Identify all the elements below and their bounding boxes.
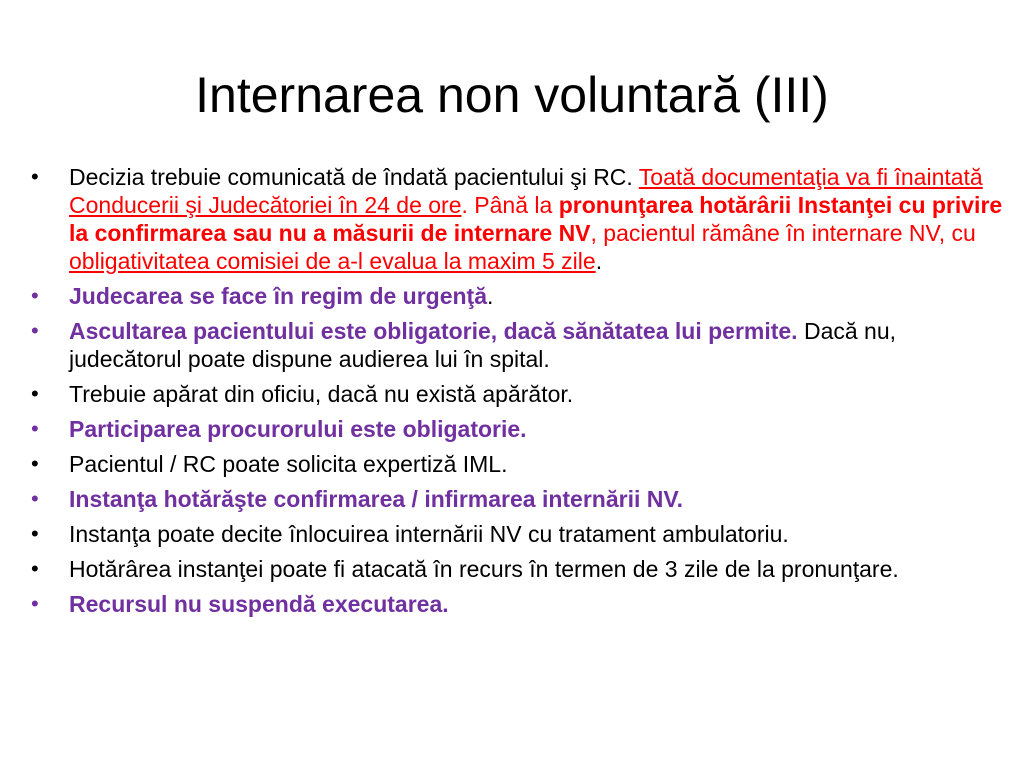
bullet-icon: • bbox=[31, 591, 39, 616]
bullet-text: . bbox=[487, 283, 494, 309]
bullet-icon: • bbox=[31, 164, 39, 189]
bullet-text: Dacă nu, judecătorul poate dispune audierea lui în spital. bbox=[69, 318, 897, 372]
bullet-icon: • bbox=[31, 416, 39, 441]
bold-purple-text: Recursul nu suspendă executarea. bbox=[69, 591, 449, 617]
bold-red-text: pronunţarea hotărârii Instanţei cu privire la confirmarea sau nu a măsurii de internare NV bbox=[69, 192, 1003, 246]
bullet-text: . Până la bbox=[461, 192, 559, 218]
bullet-text: Decizia trebuie comunicată de îndată pacientului şi RC. bbox=[69, 164, 639, 190]
bullet-item-no-suspension bbox=[30, 590, 1010, 618]
bold-purple-text: Judecarea se face în regim de urgenţă bbox=[69, 283, 488, 309]
bold-purple-text: Participarea procurorului este obligatorie. bbox=[69, 416, 527, 442]
bullet-item-prosecutor bbox=[30, 415, 1010, 443]
documentation-link-text: Toată documentaţia va fi înaintată Conducerii şi Judecătoriei în 24 de ore bbox=[69, 164, 983, 218]
bullet-text: Pacientul / RC poate solicita expertiză IML. bbox=[69, 451, 508, 477]
bullet-icon: • bbox=[31, 283, 39, 308]
bullet-text: . bbox=[595, 248, 603, 274]
evaluation-link-text: obligativitatea comisiei de a-l evalua la maxim 5 zile bbox=[69, 248, 596, 274]
bullet-item-decision bbox=[30, 163, 1010, 275]
bullet-icon: • bbox=[31, 451, 39, 476]
slide-title: Internarea non voluntară (III) bbox=[195, 67, 829, 123]
bullet-icon: • bbox=[31, 381, 39, 406]
bullet-icon: • bbox=[31, 521, 39, 546]
bullet-icon: • bbox=[31, 556, 39, 581]
bullet-item-ambulatory bbox=[30, 520, 1010, 548]
bullet-item-hearing bbox=[30, 317, 1010, 373]
bullet-text: , pacientul rămâne în internare NV, cu bbox=[590, 220, 976, 246]
bullet-item-urgency bbox=[30, 282, 1010, 310]
bullet-item-defense bbox=[30, 380, 1010, 408]
bullet-icon: • bbox=[31, 486, 39, 511]
bullet-item-expertise bbox=[30, 450, 1010, 478]
bold-purple-text: Instanţa hotărăşte confirmarea / infirmarea internării NV. bbox=[69, 486, 683, 512]
bullet-item-appeal bbox=[30, 555, 1010, 583]
bold-purple-text: Ascultarea pacientului este obligatorie, dacă sănătatea lui permite. bbox=[69, 318, 798, 344]
bullet-list bbox=[30, 163, 1010, 625]
bullet-item-court-decision bbox=[30, 485, 1010, 513]
bullet-text: Trebuie apărat din oficiu, dacă nu există apărător. bbox=[69, 381, 574, 407]
bullet-icon: • bbox=[31, 318, 39, 343]
bullet-text: Hotărârea instanţei poate fi atacată în recurs în termen de 3 zile de la pronunţare. bbox=[69, 556, 899, 582]
bullet-text: Instanţa poate decite înlocuirea internării NV cu tratament ambulatoriu. bbox=[69, 521, 789, 547]
